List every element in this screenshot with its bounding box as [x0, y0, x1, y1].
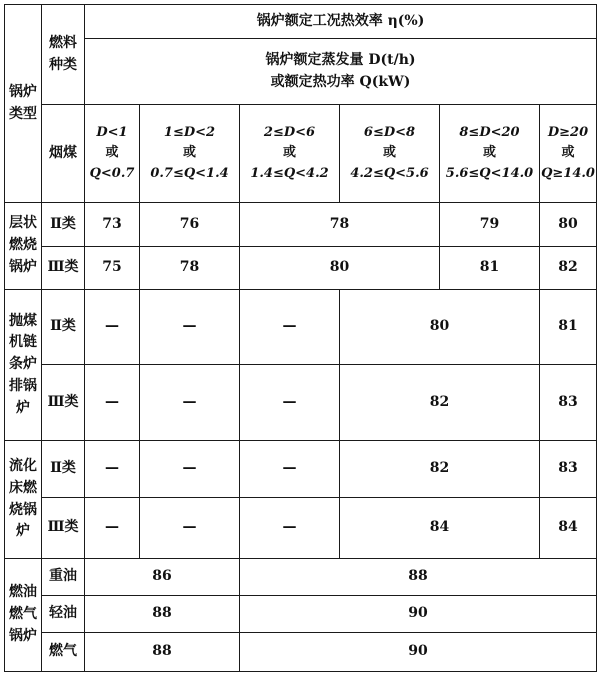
value-cell: —	[85, 365, 140, 441]
value-cell: 88	[85, 596, 240, 633]
value-cell: 88	[85, 633, 240, 672]
value-cell: —	[240, 498, 340, 559]
value-cell: 88	[240, 559, 597, 596]
boiler-type-header: 锅炉 类型	[5, 5, 42, 203]
value-cell: 78	[140, 247, 240, 290]
value-cell: —	[140, 441, 240, 498]
range-6: D≥20 或 Q≥14.0	[540, 105, 597, 203]
value-cell: —	[240, 365, 340, 441]
value-cell: 80	[540, 203, 597, 247]
value-cell: 90	[240, 633, 597, 672]
value-cell: 82	[340, 441, 540, 498]
value-cell: 81	[540, 290, 597, 365]
fuel-cell: 轻油	[42, 596, 85, 633]
value-cell: 84	[540, 498, 597, 559]
value-cell: 83	[540, 441, 597, 498]
fuel-cell: Ⅲ类	[42, 498, 85, 559]
range-5: 8≤D<20 或 5.6≤Q<14.0	[440, 105, 540, 203]
value-cell: —	[240, 441, 340, 498]
fuel-type-header: 燃料 种类	[42, 5, 85, 105]
range-4: 6≤D<8 或 4.2≤Q<5.6	[340, 105, 440, 203]
group-oil-gas: 燃油 燃气 锅炉	[5, 559, 42, 672]
value-cell: 83	[540, 365, 597, 441]
value-cell: —	[85, 441, 140, 498]
value-cell: 78	[240, 203, 440, 247]
value-cell: 76	[140, 203, 240, 247]
group-chain: 抛煤 机链 条炉 排锅 炉	[5, 290, 42, 441]
value-cell: 90	[240, 596, 597, 633]
value-cell: —	[140, 290, 240, 365]
efficiency-title: 锅炉额定工况热效率 η(%)	[85, 5, 597, 39]
boiler-efficiency-table	[4, 4, 597, 672]
value-cell: 75	[85, 247, 140, 290]
value-cell: 82	[340, 365, 540, 441]
value-cell: 82	[540, 247, 597, 290]
coal-label: 烟煤	[42, 105, 85, 203]
fuel-cell: Ⅲ类	[42, 247, 85, 290]
value-cell: 84	[340, 498, 540, 559]
value-cell: —	[240, 290, 340, 365]
group-fluidized: 流化 床燃 烧锅 炉	[5, 441, 42, 559]
fuel-cell: 燃气	[42, 633, 85, 672]
fuel-cell: Ⅱ类	[42, 441, 85, 498]
fuel-cell: Ⅲ类	[42, 365, 85, 441]
value-cell: —	[140, 365, 240, 441]
value-cell: 86	[85, 559, 240, 596]
range-1: D<1 或 Q<0.7	[85, 105, 140, 203]
value-cell: 80	[340, 290, 540, 365]
value-cell: —	[140, 498, 240, 559]
fuel-cell: Ⅱ类	[42, 203, 85, 247]
value-cell: 80	[240, 247, 440, 290]
value-cell: 81	[440, 247, 540, 290]
group-layered: 层状 燃烧 锅炉	[5, 203, 42, 290]
value-cell: —	[85, 498, 140, 559]
fuel-cell: Ⅱ类	[42, 290, 85, 365]
value-cell: 79	[440, 203, 540, 247]
range-2: 1≤D<2 或 0.7≤Q<1.4	[140, 105, 240, 203]
capacity-title: 锅炉额定蒸发量 D(t/h) 或额定热功率 Q(kW)	[85, 39, 597, 105]
value-cell: —	[85, 290, 140, 365]
fuel-cell: 重油	[42, 559, 85, 596]
range-3: 2≤D<6 或 1.4≤Q<4.2	[240, 105, 340, 203]
value-cell: 73	[85, 203, 140, 247]
